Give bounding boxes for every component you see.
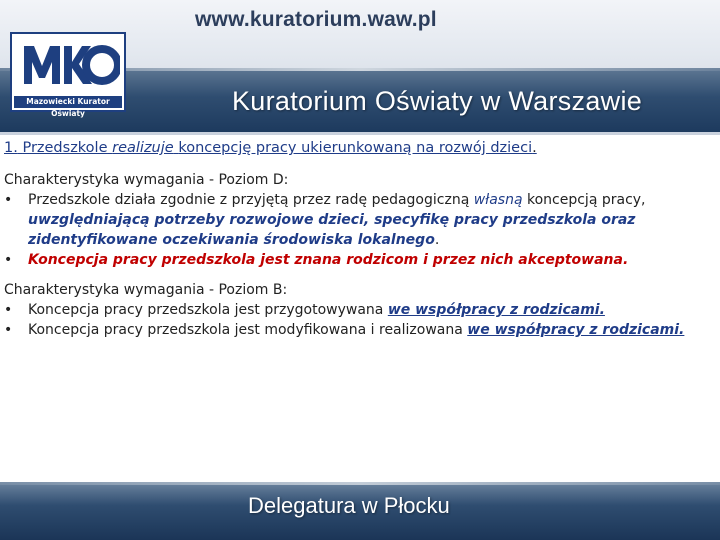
list-item [4,250,710,270]
bullet: • [4,302,13,318]
level-d-title: Charakterystyka wymagania - Poziom D: [4,172,289,188]
level-b-title: Charakterystyka wymagania - Poziom B: [4,282,288,298]
bullet: • [4,322,13,338]
b1-part1: Koncepcja pracy przedszkola jest przygotowywana [28,302,388,318]
heading-part2: realizuje [112,140,174,156]
logo [10,32,126,118]
heading-number: 1. [4,140,18,156]
header-title: Kuratorium Oświaty w Warszawie [232,86,643,116]
content [4,138,710,350]
b2-part2: we współpracy z rodzicami. [467,322,685,338]
d1-part3: koncepcją pracy, [522,192,646,208]
website-url[interactable]: www.kuratorium.waw.pl [195,8,437,31]
d1-part1: Przedszkole działa zgodnie z przyjętą przez radę pedagogiczną [28,192,474,208]
level-b-list [4,300,710,340]
d2-text: Koncepcja pracy przedszkola jest znana rodzicom i przez nich akceptowana. [28,252,629,268]
mko-logo-icon [20,40,120,88]
list-item [4,320,710,340]
d1-part4: uwzględniającą potrzeby rozwojowe dzieci, specyfikę pracy przedszkola oraz zidentyfikowane oczekiwania środowiska lokalnego [28,212,636,248]
logo-caption: Mazowiecki Kurator Oświaty [14,96,122,108]
d1-part5: . [434,232,440,248]
list-item [4,190,710,250]
footer-title: Delegatura w Płocku [248,493,450,518]
list-item [4,300,710,320]
heading-part3: koncepcję pracy ukierunkowaną na rozwój dzieci [178,140,533,156]
heading-end: . [532,140,537,156]
requirement-heading [4,138,710,158]
d1-part2: własną [473,192,523,208]
level-d-list [4,190,710,270]
header [0,0,720,135]
b2-part1: Koncepcja pracy przedszkola jest modyfikowana i realizowana [28,322,468,338]
footer [0,482,720,540]
bullet: • [4,192,13,208]
heading-part1: Przedszkole [22,140,108,156]
bullet: • [4,252,13,268]
b1-part2: we współpracy z rodzicami. [387,302,605,318]
